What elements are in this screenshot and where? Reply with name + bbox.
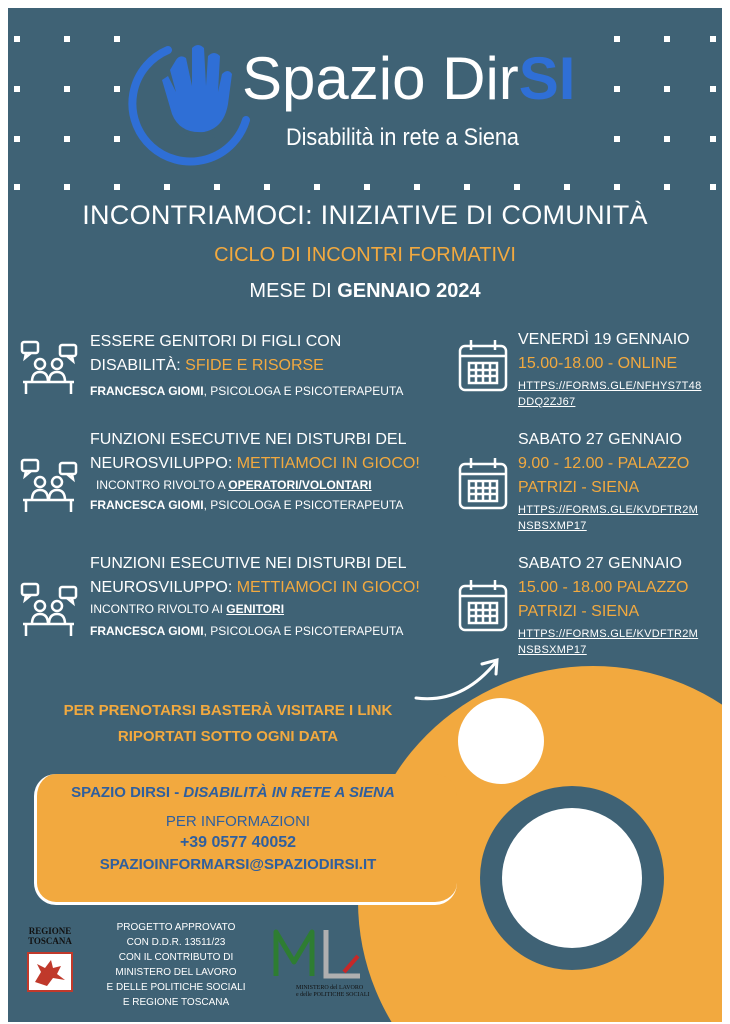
contact-content	[38, 784, 438, 873]
event-1-time: 15.00-18.00 - ONLINE	[518, 355, 678, 372]
event-3-highlight: METTIAMOCI IN GIOCO!	[236, 579, 420, 596]
month-heading	[8, 280, 722, 303]
event-1	[90, 330, 403, 398]
event-1-schedule	[518, 328, 702, 410]
event-2-speaker-role: , PSICOLOGA E PSICOTERAPEUTA	[203, 498, 404, 512]
event-3-place: PATRIZI - SIENA	[518, 603, 640, 620]
calendar-icon	[458, 338, 508, 394]
event-2-place: PATRIZI - SIENA	[518, 479, 640, 496]
event-2-line1: FUNZIONI ESECUTIVE NEI DISTURBI DEL	[90, 431, 407, 448]
booking-note	[28, 698, 428, 750]
regione-toscana-logo: REGIONE TOSCANA	[22, 926, 78, 992]
event-2-speaker: FRANCESCA GIOMI	[90, 498, 204, 512]
contact-info-label: PER INFORMAZIONI	[165, 813, 311, 830]
ministero-ml-icon	[270, 926, 366, 980]
ministero-logo: MINISTERO del LAVORO e delle POLITICHE SOCIALI	[270, 926, 370, 999]
event-3-audience-prefix: INCONTRO RIVOLTO AI	[90, 602, 227, 616]
contact-phone[interactable]: +39 0577 40052	[179, 834, 297, 851]
tagline: Disabilità in rete a Siena	[286, 124, 519, 151]
event-1-speaker: FRANCESCA GIOMI	[90, 384, 204, 398]
month-prefix: MESE DI	[249, 280, 338, 302]
event-3	[90, 552, 420, 638]
discussion-group-icon	[20, 458, 78, 514]
event-2-link[interactable]: HTTPS://FORMS.GLE/KVDFTR2M NSBSXMP17	[518, 504, 699, 532]
poster	[8, 8, 722, 1022]
event-2	[90, 428, 420, 512]
discussion-group-icon	[20, 340, 78, 396]
event-3-line1: FUNZIONI ESECUTIVE NEI DISTURBI DEL	[90, 555, 407, 572]
event-1-highlight: SFIDE E RISORSE	[185, 357, 324, 374]
event-2-audience-prefix: INCONTRO RIVOLTO A	[96, 478, 229, 492]
event-1-line1: ESSERE GENITORI DI FIGLI CON	[90, 333, 342, 350]
event-1-link[interactable]: HTTPS://FORMS.GLE/NFHYS7T48 DDQ2ZJ67	[518, 380, 702, 408]
event-3-audience: GENITORI	[226, 602, 285, 616]
event-1-line2: DISABILITÀ:	[90, 357, 186, 374]
logo-text-accent: SI	[518, 45, 576, 112]
booking-line-1: PER PRENOTARSI BASTERÀ VISITARE I LINK	[63, 702, 393, 719]
event-2-time: 9.00 - 12.00 - PALAZZO	[518, 455, 690, 472]
project-approval-text: PROGETTO APPROVATO CON D.D.R. 13511/23 CON IL CONTRIBUTO DI MINISTERO DEL LAVORO E DELLE POLITICHE SOCIALI E REGIONE TOSCANA	[106, 922, 246, 1008]
booking-line-2: RIPORTATI SOTTO OGNI DATA	[117, 728, 339, 745]
event-3-date: SABATO 27 GENNAIO	[518, 555, 682, 572]
page-title: INCONTRIAMOCI: INIZIATIVE DI COMUNITÀ	[82, 200, 648, 230]
event-3-link[interactable]: HTTPS://FORMS.GLE/KVDFTR2M NSBSXMP17	[518, 628, 699, 656]
contact-org: SPAZIO DIRSI -	[71, 784, 184, 801]
event-2-line2: NEUROSVILUPPO:	[90, 455, 237, 472]
event-1-date: VENERDÌ 19 GENNAIO	[518, 331, 690, 348]
logo-text-main: Spazio Dir	[242, 45, 519, 112]
calendar-icon	[458, 456, 508, 512]
logo-hand-icon	[128, 30, 254, 175]
event-3-speaker: FRANCESCA GIOMI	[90, 624, 204, 638]
event-2-highlight: METTIAMOCI IN GIOCO!	[236, 455, 420, 472]
logo-wordmark	[242, 44, 575, 114]
event-2-date: SABATO 27 GENNAIO	[518, 431, 682, 448]
event-3-line2: NEUROSVILUPPO:	[90, 579, 237, 596]
event-3-schedule	[518, 552, 698, 658]
white-circle-decoration	[458, 698, 544, 784]
event-2-schedule	[518, 428, 698, 534]
subtitle: CICLO DI INCONTRI FORMATIVI	[214, 244, 516, 266]
discussion-group-icon	[20, 582, 78, 638]
event-1-speaker-role: , PSICOLOGA E PSICOTERAPEUTA	[203, 384, 404, 398]
event-2-audience: OPERATORI/VOLONTARI	[228, 478, 372, 492]
event-3-time: 15.00 - 18.00 PALAZZO	[518, 579, 689, 596]
event-3-speaker-role: , PSICOLOGA E PSICOTERAPEUTA	[203, 624, 404, 638]
pegasus-icon	[27, 952, 73, 992]
month-bold: GENNAIO 2024	[337, 280, 481, 302]
contact-org-italic: DISABILITÀ IN RETE A SIENA	[183, 784, 395, 801]
contact-email[interactable]: SPAZIOINFORMARSI@SPAZIODIRSI.IT	[99, 856, 377, 873]
ring-inner-decoration	[502, 808, 642, 948]
calendar-icon	[458, 578, 508, 634]
